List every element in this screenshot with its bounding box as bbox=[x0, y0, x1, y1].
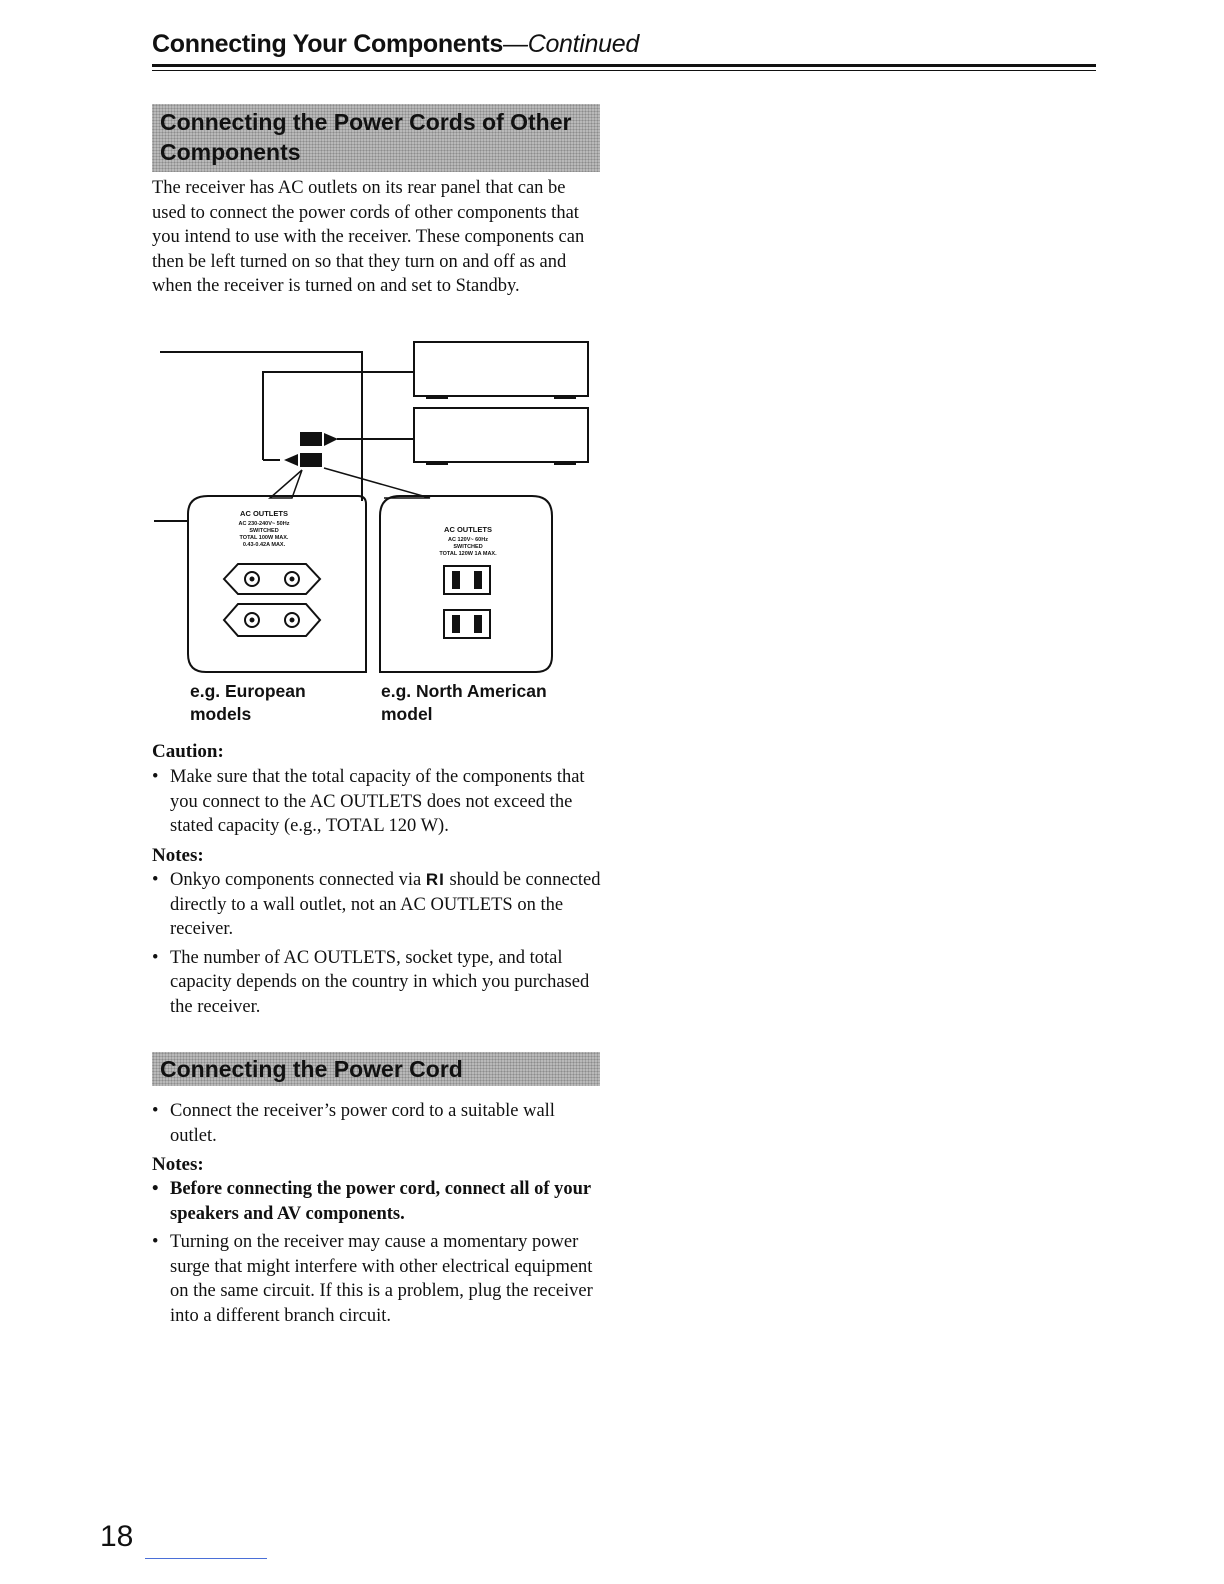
eu-panel-current: 0.43-0.42A MAX. bbox=[242, 542, 286, 548]
footer-rule bbox=[145, 1558, 267, 1559]
list-item: • The number of AC OUTLETS, socket type, and total capacity depends on the country in which you purchased the receiver. bbox=[152, 947, 590, 1017]
section-heading-power-cord: Connecting the Power Cord bbox=[152, 1052, 600, 1086]
caution-list bbox=[152, 765, 604, 843]
section-heading-power-cords: Connecting the Power Cords of Other Components bbox=[152, 104, 600, 172]
na-panel-total: TOTAL 120W 1A MAX. bbox=[439, 551, 497, 557]
na-outlet-2 bbox=[444, 610, 490, 638]
caption-european-line2: models bbox=[190, 704, 252, 724]
page-title bbox=[152, 30, 639, 59]
page-title-continued: —Continued bbox=[503, 30, 639, 58]
connect-item-text: Connect the receiver’s power cord to a suitable wall outlet. bbox=[170, 1101, 555, 1146]
header-rule-thick bbox=[152, 64, 1096, 67]
plug-icon-2 bbox=[284, 454, 298, 466]
zoom-leader-eu bbox=[270, 470, 302, 498]
notes-label: Notes: bbox=[152, 1154, 204, 1175]
list-item: • Make sure that the total capacity of the components that you connect to the AC OUTLETS does not exceed the stated capacity (e.g., TOTAL 120 W). bbox=[152, 767, 585, 837]
caption-north-american bbox=[381, 680, 551, 726]
caption-north-american-line2: model bbox=[381, 704, 433, 724]
component-box-2 bbox=[414, 408, 588, 462]
receiver-outline bbox=[160, 352, 362, 501]
list-item: • Before connecting the power cord, connect all of your speakers and AV components. bbox=[152, 1179, 591, 1224]
note-text: Turning on the receiver may cause a momentary power surge that might interfere with other electrical equipment on the same circuit. If this is a problem, plug the receiver into a different branch circuit. bbox=[170, 1232, 593, 1326]
eu-panel-rating: AC 230-240V~ 50Hz bbox=[238, 521, 290, 527]
page-title-text: Connecting Your Components bbox=[152, 30, 503, 58]
euro-outlet-1 bbox=[224, 564, 320, 594]
list-item: • Onkyo components connected via RI should be connected directly to a wall outlet, not an AC OUTLETS on the receiver. bbox=[152, 870, 601, 940]
eu-panel-total: TOTAL 100W MAX. bbox=[239, 535, 289, 541]
note-text: The number of AC OUTLETS, socket type, and total capacity depends on the country in which you purchased the receiver. bbox=[170, 947, 590, 1017]
ac-outlets-diagram bbox=[152, 336, 602, 678]
eu-panel-title: AC OUTLETS bbox=[240, 509, 288, 518]
na-panel-title: AC OUTLETS bbox=[444, 525, 492, 534]
ri-logo-icon: RI bbox=[425, 870, 445, 889]
caution-label: Caution: bbox=[152, 741, 224, 762]
zoom-leader-na bbox=[324, 468, 430, 498]
page-number: 18 bbox=[100, 1520, 134, 1553]
note-text: Onkyo components connected via bbox=[170, 870, 422, 890]
power-cord-1 bbox=[263, 372, 414, 460]
notes-list bbox=[152, 868, 604, 1024]
na-outlet-1 bbox=[444, 566, 490, 594]
caption-north-american-line1: e.g. North American bbox=[381, 681, 547, 701]
plug-icon-1 bbox=[324, 433, 338, 446]
north-american-panel bbox=[380, 496, 552, 672]
note-text: Before connecting the power cord, connect all of your speakers and AV components. bbox=[170, 1179, 591, 1224]
euro-outlet-2 bbox=[224, 604, 320, 636]
caption-european-line1: e.g. European bbox=[190, 681, 306, 701]
note-text: should be connected directly to a wall outlet, not an AC OUTLETS on the receiver. bbox=[170, 870, 601, 940]
list-item: • Turning on the receiver may cause a momentary power surge that might interfere with other electrical equipment on the same circuit. If this is a problem, plug the receiver into a different branch circuit. bbox=[152, 1232, 593, 1326]
caption-european bbox=[190, 680, 360, 726]
component-box-1 bbox=[414, 342, 588, 396]
na-panel-rating: AC 120V~ 60Hz bbox=[448, 537, 488, 543]
header-rule-thin bbox=[152, 70, 1096, 71]
list-item: • Connect the receiver’s power cord to a suitable wall outlet. bbox=[152, 1101, 555, 1146]
intro-paragraph: The receiver has AC outlets on its rear panel that can be used to connect the power cords of other components that you intend to use with the receiver. These components can then be left turned on so that they turn on and off as and when the receiver is turned on and set to Standby. bbox=[152, 178, 585, 297]
notes-label: Notes: bbox=[152, 845, 204, 866]
notes-list bbox=[152, 1177, 604, 1333]
connect-list bbox=[152, 1099, 604, 1152]
na-panel-switched: SWITCHED bbox=[453, 544, 483, 550]
eu-panel-switched: SWITCHED bbox=[249, 528, 279, 534]
caution-item-text: Make sure that the total capacity of the components that you connect to the AC OUTLETS does not exceed the stated capacity (e.g., TOTAL 120 W). bbox=[170, 767, 585, 837]
